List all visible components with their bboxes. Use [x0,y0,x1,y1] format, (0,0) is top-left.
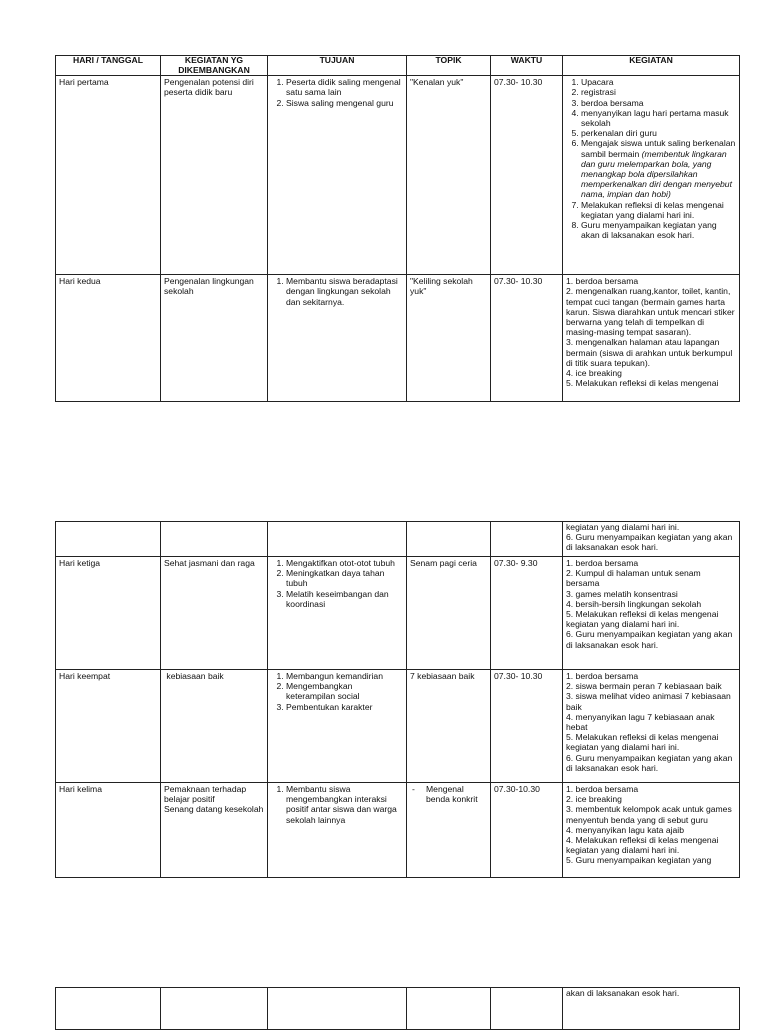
list-item: 3. games melatih konsentrasi [566,588,678,599]
list-item: 1. Membantu siswa beradaptasi dengan lingkungan sekolah dan sekitarnya. [286,276,403,307]
header-row [56,56,740,76]
list-item: 4. ice breaking [566,368,622,379]
cell-topik: Senam pagi ceria [407,557,491,670]
list-item: akan di laksanakan esok hari. [566,988,680,998]
cell-waktu: 07.30- 10.30 [491,76,563,275]
list-item: 4. menyanyikan lagu kata ajaib [566,824,685,835]
cell-tujuan [268,76,407,275]
table-row-hari-ketiga [56,557,740,670]
list-item: 5. Guru menyampaikan kegiatan yang [566,855,712,866]
cell-kegiatan [563,988,740,1030]
list-item: 3. Melatih keseimbangan dan koordinasi [286,589,403,609]
list-item: 3. membentuk kelompok acak untuk games menyentuh benda yang di sebut guru [566,804,732,825]
cell-empty [407,988,491,1030]
table-row-hari-pertama [56,76,740,275]
cell-kegiatan [563,275,740,402]
table-row-continuation [56,522,740,557]
list-item-note: (membentuk lingkaran dan guru melemparkan bola, yang menangkap bola dipersilahkan memperkenalkan diri dengan menyebut nama, impian dan hobi) [581,148,732,200]
list-item: 3. berdoa bersama [581,98,736,108]
table-row-hari-keempat [56,670,740,783]
cell-kegiatan-yg: kebiasaan baik [161,670,268,783]
list-item: 1. Mengaktifkan otot-otot tubuh [286,558,403,568]
cell-empty [268,522,407,557]
cell-hari: Hari ketiga [56,557,161,670]
cell-topik [407,783,491,878]
list-item: 5. Melakukan refleksi di kelas mengenai [566,378,719,389]
list-item: 4. menyanyikan lagu 7 kebiasaan anak hebat [566,711,715,733]
cell-empty [56,522,161,557]
cell-tujuan [268,557,407,670]
list-item: 4. Melakukan refleksi di kelas mengenai kegiatan yang dialami hari ini. [566,835,719,856]
header-kegiatan: KEGIATAN [563,56,740,76]
list-item: 2. Meningkatkan daya tahan tubuh [286,568,403,588]
cell-empty [491,522,563,557]
cell-hari: Hari pertama [56,76,161,275]
list-item: - Mengenal benda konkrit [426,784,487,804]
cell-line: Pemaknaan terhadap belajar positif [164,784,247,805]
header-tujuan: TUJUAN [268,56,407,76]
cell-waktu: 07.30- 10.30 [491,275,563,402]
list-item: 1. Upacara [581,77,736,87]
header-waktu: WAKTU [491,56,563,76]
list-item: 2. ice breaking [566,794,622,805]
list-item: 4. bersih-bersih lingkungan sekolah [566,598,702,609]
cell-kegiatan-yg: Pengenalan lingkungan sekolah [161,275,268,402]
list-item: 8. Guru menyampaikan kegiatan yang akan di laksanakan esok hari. [581,220,736,240]
list-item: 1. berdoa bersama [566,558,639,568]
list-item: 5. Melakukan refleksi di kelas mengenai kegiatan yang dialami hari ini. [566,609,719,630]
list-item: 3. mengenalkan halaman atau lapangan bermain (siswa di arahkan untuk berkumpul di titik suara tepukan). [566,337,733,368]
cell-empty [268,988,407,1030]
list-item-text: Mengajak siswa untuk saling berkenalan sambil bermain [581,138,736,159]
list-item: kegiatan yang dialami hari ini. [566,522,680,532]
schedule-table-part-2 [55,521,740,878]
header-kegiatan-yg-dikembangkan: KEGIATAN YG DIKEMBANGKAN [161,56,268,76]
cell-line: Senang datang kesekolah [164,804,264,815]
cell-empty [161,988,268,1030]
cell-waktu: 07.30-10.30 [491,783,563,878]
list-item: 2. Siswa saling mengenal guru [286,98,403,108]
list-item: 2. Mengembangkan keterampilan social [286,681,403,701]
table-row-hari-kedua [56,275,740,402]
cell-waktu: 07.30- 10.30 [491,670,563,783]
cell-kegiatan-yg [161,783,268,878]
cell-tujuan [268,783,407,878]
list-item: 2. Kumpul di halaman untuk senam bersama [566,568,701,589]
list-item: 6. Guru menyampaikan kegiatan yang akan di laksanakan esok hari. [566,629,733,650]
list-item: 1. berdoa bersama [566,784,639,794]
table-row-continuation [56,988,740,1030]
cell-empty [56,988,161,1030]
list-item: 1. Membantu siswa mengembangkan interaksi positif antar siswa dan warga sekolah lainnya [286,784,403,825]
cell-kegiatan-yg: Sehat jasmani dan raga [161,557,268,670]
list-item: 3. Pembentukan karakter [286,702,403,712]
cell-kegiatan-yg: Pengenalan potensi diri peserta didik baru [161,76,268,275]
list-item: 7. Melakukan refleksi di kelas mengenai kegiatan yang dialami hari ini. [581,200,736,220]
list-item [581,138,736,199]
list-item: 1. berdoa bersama [566,671,639,681]
header-hari-tanggal: HARI / TANGGAL [56,56,161,76]
list-item: 1. Peserta didik saling mengenal satu sama lain [286,77,403,97]
cell-kegiatan [563,783,740,878]
cell-kegiatan [563,522,740,557]
list-item: 1. Membangun kemandirian [286,671,403,681]
list-item: 2. siswa bermain peran 7 kebiasaan baik [566,681,722,692]
cell-empty [407,522,491,557]
list-item: 2. mengenalkan ruang,kantor, toilet, kantin, tempat cuci tangan (bermain games harta karun. Siswa diarahkan untuk mencari stiker berwarna yang telah di tempelkan di masing-masing tempat sasaran). [566,286,735,338]
cell-kegiatan [563,76,740,275]
header-topik: TOPIK [407,56,491,76]
list-item: 2. registrasi [581,87,736,97]
schedule-table-part-1 [55,55,740,402]
table-row-hari-kelima [56,783,740,878]
list-item: 4. menyanyikan lagu hari pertama masuk sekolah [581,108,736,128]
list-item: 1. berdoa bersama [566,276,639,287]
cell-hari: Hari kelima [56,783,161,878]
cell-empty [491,988,563,1030]
cell-tujuan [268,670,407,783]
cell-kegiatan [563,557,740,670]
cell-topik: "Kenalan yuk" [407,76,491,275]
list-item: 6. Guru menyampaikan kegiatan yang akan di laksanakan esok hari. [566,752,733,773]
cell-topik: 7 kebiasaan baik [407,670,491,783]
list-item: 5. perkenalan diri guru [581,128,736,138]
cell-kegiatan [563,670,740,783]
cell-empty [161,522,268,557]
list-item: 6. Guru menyampaikan kegiatan yang akan di laksanakan esok hari. [566,532,733,553]
cell-hari: Hari keempat [56,670,161,783]
list-item: 3. siswa melihat video animasi 7 kebiasaan baik [566,691,731,712]
cell-hari: Hari kedua [56,275,161,402]
cell-topik: "Keliling sekolah yuk" [407,275,491,402]
cell-waktu: 07.30- 9.30 [491,557,563,670]
list-item: 5. Melakukan refleksi di kelas mengenai kegiatan yang dialami hari ini. [566,732,719,753]
cell-tujuan [268,275,407,402]
